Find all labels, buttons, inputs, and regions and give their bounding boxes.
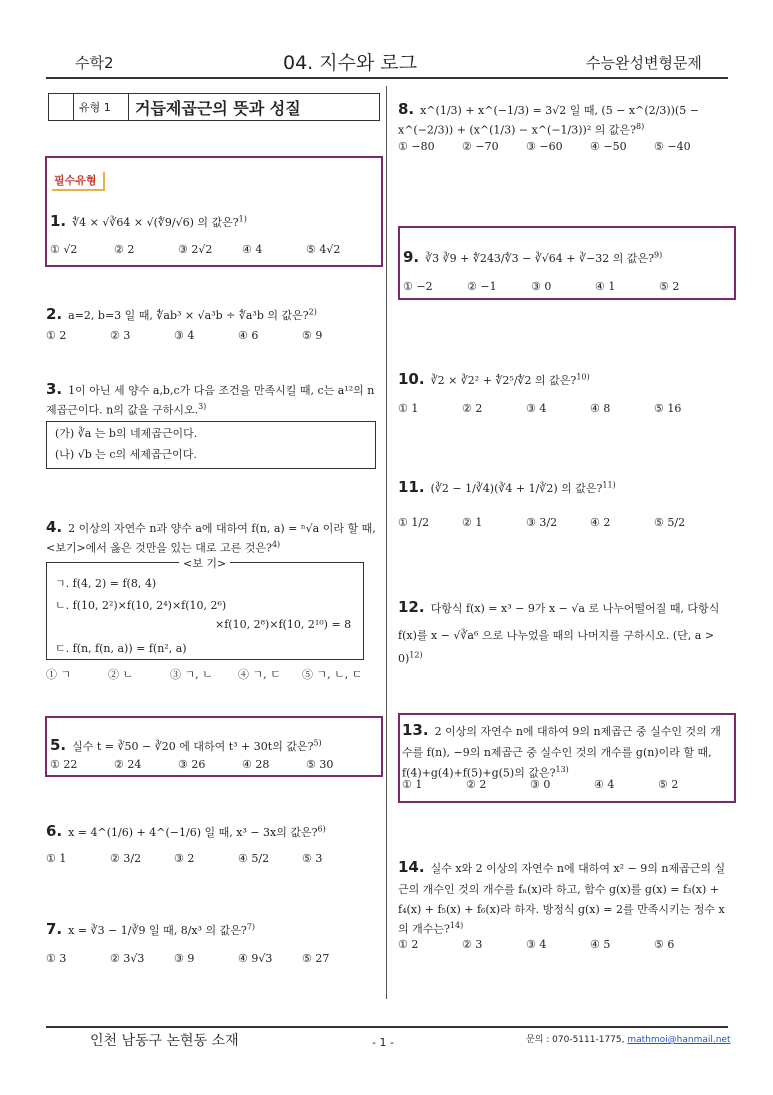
q12-num: 12. <box>398 598 425 616</box>
q3-num: 3. <box>46 380 63 398</box>
q9 <box>403 246 728 269</box>
section-title: 거듭제곱근의 뜻과 성질 <box>135 99 301 118</box>
q5-choice-2[interactable]: ② 24 <box>114 758 142 771</box>
section-label-divider-2 <box>128 94 129 120</box>
q8-footnote: 8) <box>636 122 645 132</box>
q4-bogi-2b: ×f(10, 2⁸)×f(10, 2¹⁰) = 8 <box>215 618 352 631</box>
q8-choice-5[interactable]: ⑤ −40 <box>654 140 691 153</box>
q5-text: 실수 t = ∛50 − ∛20 에 대하여 t³ + 30t의 값은? <box>72 740 314 753</box>
q4-choice-4[interactable]: ④ ㄱ, ㄷ <box>238 668 281 681</box>
header-subject: 수학2 <box>75 54 114 72</box>
q11-choices <box>398 516 685 529</box>
header-series: 수능완성변형문제 <box>586 54 702 72</box>
q13-choice-4[interactable]: ④ 4 <box>594 778 615 791</box>
q13-choice-2[interactable]: ② 2 <box>466 778 487 791</box>
q13-choices <box>402 778 678 791</box>
q11-choice-5[interactable]: ⑤ 5/2 <box>654 516 686 529</box>
q12 <box>398 592 728 670</box>
q7 <box>46 918 376 941</box>
q14-choice-1[interactable]: ① 2 <box>398 938 419 951</box>
header-rule <box>46 77 728 79</box>
q13-text: 2 이상의 자연수 n에 대하여 9의 n제곱근 중 실수인 것의 개수를 f(n), −9의 n제곱근 중 실수인 것의 개수를 g(n)이라 할 때, f(4)+g(4)+f(5)+g(5)의 값은? <box>402 725 721 780</box>
q5-choice-3[interactable]: ③ 26 <box>178 758 206 771</box>
q11 <box>398 476 728 499</box>
q5-num: 5. <box>50 736 67 754</box>
footer-email[interactable]: mathmoi@hanmail.net <box>627 1035 731 1045</box>
q8-choice-2[interactable]: ② −70 <box>462 140 499 153</box>
q7-num: 7. <box>46 920 63 938</box>
q2-choice-3[interactable]: ③ 4 <box>174 329 195 342</box>
q1-text: ∜4 × √∛64 × √(∜9/√6) 의 값은? <box>72 216 239 229</box>
footer-rule <box>46 1026 728 1028</box>
q7-choice-4[interactable]: ④ 9√3 <box>238 952 273 965</box>
q2-footnote: 2) <box>308 307 317 317</box>
q9-num: 9. <box>403 248 420 266</box>
q8-choice-3[interactable]: ③ −60 <box>526 140 563 153</box>
q1-choice-4[interactable]: ④ 4 <box>242 243 263 256</box>
q6-choice-2[interactable]: ② 3/2 <box>110 852 142 865</box>
q8 <box>398 98 728 139</box>
q4-bogi-box <box>46 557 364 660</box>
q5-choices <box>50 758 333 771</box>
q14 <box>398 854 728 939</box>
q14-choice-5[interactable]: ⑤ 6 <box>654 938 675 951</box>
q10-choices <box>398 402 681 415</box>
q11-choice-4[interactable]: ④ 2 <box>590 516 611 529</box>
q8-num: 8. <box>398 100 415 118</box>
q14-text: 실수 x와 2 이상의 자연수 n에 대하여 x² − 9의 n제곱근의 실근의 개수인 것의 개수를 fₙ(x)라 하고, 함수 g(x)를 g(x) = f₃(x) + f₄(x) + f₅(x) + f₆(x)라 하자. 방정식 g(x) = 2를 만족시키는 정수 x의 개수는? <box>398 862 726 936</box>
footer-contact <box>526 1032 731 1045</box>
q4-bogi-1: ㄱ. f(4, 2) = f(8, 4) <box>55 577 157 590</box>
q4-choice-1[interactable]: ① ㄱ <box>46 668 72 681</box>
section-label-divider <box>73 94 74 120</box>
q2-text: a=2, b=3 일 때, ∜ab³ × √a³b ÷ ∜a³b 의 값은? <box>68 309 309 322</box>
q9-footnote: 9) <box>654 250 663 260</box>
footer-location: 인천 남동구 논현동 소재 <box>90 1033 239 1049</box>
q6-choice-1[interactable]: ① 1 <box>46 852 67 865</box>
q10-num: 10. <box>398 370 425 388</box>
q2-choice-2[interactable]: ② 3 <box>110 329 131 342</box>
q9-text: ∛3 ∛9 + ∜243/∜3 − ∛√64 + ∛−32 의 값은? <box>425 252 655 265</box>
q6-choice-3[interactable]: ③ 2 <box>174 852 195 865</box>
q10-choice-5[interactable]: ⑤ 16 <box>654 402 682 415</box>
q9-choice-2[interactable]: ② −1 <box>467 280 497 293</box>
q8-choice-4[interactable]: ④ −50 <box>590 140 627 153</box>
q4-bogi-title: <보 기> <box>179 555 230 571</box>
q4-choice-3[interactable]: ③ ㄱ, ㄴ <box>170 668 213 681</box>
q4-choices <box>46 666 362 682</box>
q4-footnote: 4) <box>271 540 281 550</box>
q8-choice-1[interactable]: ① −80 <box>398 140 435 153</box>
q11-choice-1[interactable]: ① 1/2 <box>398 516 430 529</box>
q6-num: 6. <box>46 822 63 840</box>
q2-num: 2. <box>46 305 63 323</box>
q14-choice-3[interactable]: ③ 4 <box>526 938 547 951</box>
q11-choice-2[interactable]: ② 1 <box>462 516 483 529</box>
q13-choice-1[interactable]: ① 1 <box>402 778 423 791</box>
q9-choice-3[interactable]: ③ 0 <box>531 280 552 293</box>
q12-text: 다항식 f(x) = x³ − 9가 x − √a 로 나누어떨어질 때, 다항식 f(x)를 x − √∛a⁶ 으로 나누었을 때의 나머지를 구하시오. (단, a > 0) <box>398 602 720 665</box>
q11-choice-3[interactable]: ③ 3/2 <box>526 516 558 529</box>
q10-choice-2[interactable]: ② 2 <box>462 402 483 415</box>
q9-choice-5[interactable]: ⑤ 2 <box>659 280 680 293</box>
q13 <box>402 717 728 782</box>
header-chapter: 04. 지수와 로그 <box>283 52 418 74</box>
section-header <box>48 93 380 121</box>
q1-choice-5[interactable]: ⑤ 4√2 <box>306 243 341 256</box>
q6-choice-4[interactable]: ④ 5/2 <box>238 852 270 865</box>
q6-text: x = 4^(1/6) + 4^(−1/6) 일 때, x³ − 3x의 값은? <box>68 826 318 839</box>
q1-choice-1[interactable]: ① √2 <box>50 243 78 256</box>
q11-text: (∛2 − 1/∛4)(∛4 + 1/∛2) 의 값은? <box>430 482 603 495</box>
q14-footnote: 14) <box>449 920 464 930</box>
q10-text: ∛2 × ∛2² + ∜2⁵/∜2 의 값은? <box>430 374 577 387</box>
q14-num: 14. <box>398 858 425 876</box>
q14-choices <box>398 938 674 951</box>
q10-choice-4[interactable]: ④ 8 <box>590 402 611 415</box>
q2 <box>46 303 376 326</box>
q1-footnote: 1) <box>238 214 247 224</box>
q4-bogi-3: ㄷ. f(n, f(n, a)) = f(n², a) <box>55 642 187 655</box>
q1 <box>50 210 375 233</box>
q3-text: 1이 아닌 세 양수 a,b,c가 다음 조건을 만족시킬 때, c는 a¹²의 n제곱근이다. n의 값을 구하시오. <box>46 384 375 417</box>
q8-choices <box>398 140 691 153</box>
footer-contact-label: 문의 : <box>526 1035 550 1045</box>
q7-text: x = ∛3 − 1/∛9 일 때, 8/x³ 의 값은? <box>68 924 247 937</box>
q2-choice-1[interactable]: ① 2 <box>46 329 67 342</box>
q4-num: 4. <box>46 518 63 536</box>
q7-choices <box>46 952 329 965</box>
q4-choice-5[interactable]: ⑤ ㄱ, ㄴ, ㄷ <box>302 668 363 681</box>
q7-choice-2[interactable]: ② 3√3 <box>110 952 145 965</box>
q4-choice-2[interactable]: ② ㄴ <box>108 668 134 681</box>
q7-choice-5[interactable]: ⑤ 27 <box>302 952 330 965</box>
q2-choice-5[interactable]: ⑤ 9 <box>302 329 323 342</box>
q3-cond-a: (가) ∛a 는 b의 네제곱근이다. <box>55 427 198 440</box>
q5-choice-1[interactable]: ① 22 <box>50 758 78 771</box>
q2-choice-4[interactable]: ④ 6 <box>238 329 259 342</box>
q7-footnote: 7) <box>246 922 256 932</box>
q4-text: 2 이상의 자연수 n과 양수 a에 대하여 f(n, a) = ⁿ√a 이라 할 때, <보기>에서 옳은 것만을 있는 대로 고른 것은? <box>46 522 376 555</box>
q11-footnote: 11) <box>602 480 616 490</box>
q6-choice-5[interactable]: ⑤ 3 <box>302 852 323 865</box>
q3-footnote: 3) <box>198 402 207 412</box>
q14-choice-2[interactable]: ② 3 <box>462 938 483 951</box>
q5 <box>50 734 375 757</box>
q1-choice-2[interactable]: ② 2 <box>114 243 135 256</box>
q7-choice-3[interactable]: ③ 9 <box>174 952 195 965</box>
q10-footnote: 10) <box>576 372 590 382</box>
q1-choice-3[interactable]: ③ 2√2 <box>178 243 213 256</box>
q5-footnote: 5) <box>313 738 322 748</box>
q6-footnote: 6) <box>317 824 326 834</box>
q3-conditions <box>46 421 376 469</box>
q13-num: 13. <box>402 721 429 739</box>
column-divider <box>386 86 387 999</box>
q11-num: 11. <box>398 478 425 496</box>
q6-choices <box>46 852 322 865</box>
footer-page: - 1 - <box>372 1036 394 1049</box>
q8-text: x^(1/3) + x^(−1/3) = 3√2 일 때, (5 − x^(2/3))(5 − x^(−2/3)) + (x^(1/3) − x^(−1/3))² 의 값은? <box>398 104 699 137</box>
q1-choices <box>50 243 340 256</box>
q5-choice-5[interactable]: ⑤ 30 <box>306 758 334 771</box>
q4 <box>46 516 376 557</box>
q13-footnote: 13) <box>555 764 569 774</box>
q4-bogi-2: ㄴ. f(10, 2²)×f(10, 2⁴)×f(10, 2⁶) <box>55 599 227 612</box>
q6 <box>46 820 376 843</box>
q14-choice-4[interactable]: ④ 5 <box>590 938 611 951</box>
q2-choices <box>46 329 322 342</box>
section-label: 유형 1 <box>79 101 111 114</box>
q10 <box>398 368 728 391</box>
q10-choice-3[interactable]: ③ 4 <box>526 402 547 415</box>
q5-choice-4[interactable]: ④ 28 <box>242 758 270 771</box>
q10-choice-1[interactable]: ① 1 <box>398 402 419 415</box>
footer-phone: 070-5111-1775, <box>552 1035 625 1045</box>
q12-footnote: 12) <box>409 649 423 659</box>
q1-num: 1. <box>50 212 67 230</box>
q13-choice-3[interactable]: ③ 0 <box>530 778 551 791</box>
q13-choice-5[interactable]: ⑤ 2 <box>658 778 679 791</box>
q9-choice-1[interactable]: ① −2 <box>403 280 433 293</box>
q3 <box>46 378 376 419</box>
q9-choices <box>403 280 679 293</box>
q7-choice-1[interactable]: ① 3 <box>46 952 67 965</box>
q3-cond-b: (나) √b 는 c의 세제곱근이다. <box>55 447 197 461</box>
q9-choice-4[interactable]: ④ 1 <box>595 280 616 293</box>
badge-required: 필수유형 <box>52 172 105 191</box>
